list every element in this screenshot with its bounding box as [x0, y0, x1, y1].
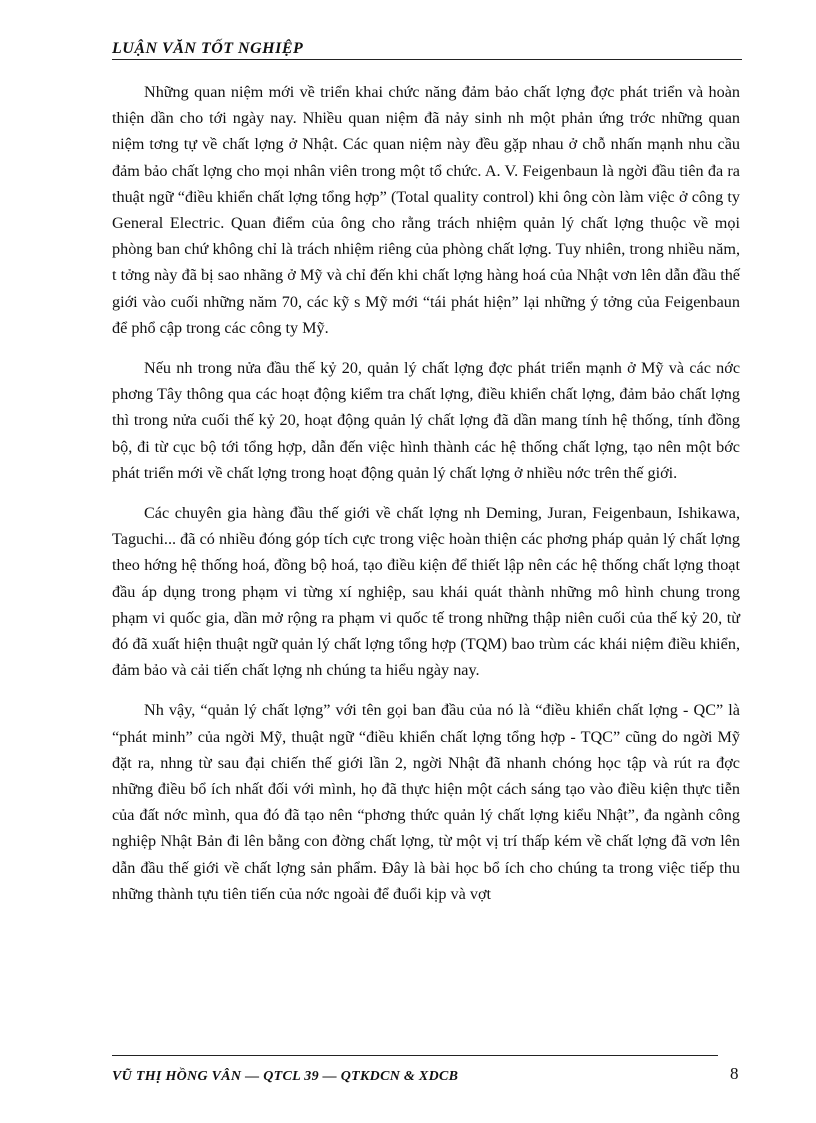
page-header	[112, 40, 742, 60]
footer-divider	[112, 1055, 718, 1056]
paragraph: Những quan niệm mới về triển khai chức năng đảm bảo chất lợng đợc phát triển và hoàn thiện dần cho tới ngày nay. Nhiều quan niệm đã nảy sinh nh một phản ứng trớc những quan niệm tơng tự về chất lợng ở Nhật. Các quan niệm này đều gặp nhau ở chỗ nhấn mạnh nhu cầu đảm bảo chất lợng cho mọi nhân viên trong một tổ chức. A. V. Feigenbaun là ngời đầu tiên đa ra thuật ngữ “điều khiển chất lợng tổng hợp” (Total quality control) khi ông còn làm việc ở công ty General Electric. Quan điểm của ông cho rằng trách nhiệm quản lý chất lợng thuộc về mọi phòng ban chứ không chỉ là trách nhiệm riêng của phòng chất lợng. Tuy nhiên, trong nhiều năm, t tởng này đã bị sao nhãng ở Mỹ và chỉ đến khi chất lợng hàng hoá của Nhật vơn lên dẫn đầu thế giới vào cuối những năm 70, các kỹ s Mỹ mới “tái phát hiện” lại những ý tởng của Feigenbaun để phổ cập trong các công ty Mỹ.	[112, 83, 740, 337]
document-body	[112, 79, 740, 921]
paragraph: Nh vậy, “quản lý chất lợng” với tên gọi ban đầu của nó là “điều khiển chất lợng - QC” là “phát minh” của ngời Mỹ, thuật ngữ “điều khiển chất lợng tổng hợp - TQC” cũng do ngời Mỹ đặt ra, nhng từ sau đại chiến thế giới lần 2, ngời Nhật đã nhanh chóng học tập và rút ra đợc những điều bổ ích nhất đối với mình, họ đã thực hiện một cách sáng tạo vào điều kiện thực tiễn của đất nớc mình, qua đó đã tạo nên “phơng thức quản lý chất lợng kiểu Nhật”, đa ngành công nghiệp Nhật Bản đi lên bằng con đờng chất lợng, từ một vị trí thấp kém về chất lợng đã vơn lên dẫn đầu thế giới về chất lợng sản phẩm. Đây là bài học bổ ích cho chúng ta trong việc tiếp thu những thành tựu tiên tiến của nớc ngoài để đuổi kịp và vợt	[112, 701, 740, 903]
page-number: 8	[730, 1064, 739, 1083]
paragraph: Nếu nh trong nửa đầu thế kỷ 20, quản lý chất lợng đợc phát triển mạnh ở Mỹ và các nớc phơng Tây thông qua các hoạt động kiểm tra chất lợng, điều khiển chất lợng, đảm bảo chất lợng thì trong nửa cuối thế kỷ 20, hoạt động quản lý chất lợng đã dần mang tính hệ thống, tính đồng bộ, đi từ cục bộ tới tổng hợp, dẫn đến việc hình thành các hệ thống chất lợng, tạo nên một bớc phát triển mới về chất lợng trong hoạt động quản lý chất lợng ở nhiều nớc trên thế giới.	[112, 359, 740, 482]
paragraph: Các chuyên gia hàng đầu thế giới về chất lợng nh Deming, Juran, Feigenbaun, Ishikawa, Taguchi... đã có nhiều đóng góp tích cực trong việc hoàn thiện các phơng pháp quản lý chất lợng theo hớng hệ thống hoá, đồng bộ hoá, tạo điều kiện để thiết lập nên các hệ thống chất lợng thoạt đầu áp dụng trong phạm vi từng xí nghiệp, sau khái quát thành những mô hình chung trong phạm vi quốc gia, dần mở rộng ra phạm vi quốc tế trong những thập niên cuối của thế kỷ 20, từ đó đã xuất hiện thuật ngữ quản lý chất lợng tổng hợp (TQM) bao trùm các khái niệm điều khiển, đảm bảo và cải tiến chất lợng nh chúng ta hiểu ngày nay.	[112, 504, 740, 680]
header-title: LUẬN VĂN TỐT NGHIỆP	[112, 40, 304, 57]
header-divider	[112, 59, 742, 60]
footer-author: VŨ THỊ HỒNG VÂN — QTCL 39 — QTKDCN & XDCB	[112, 1069, 459, 1084]
